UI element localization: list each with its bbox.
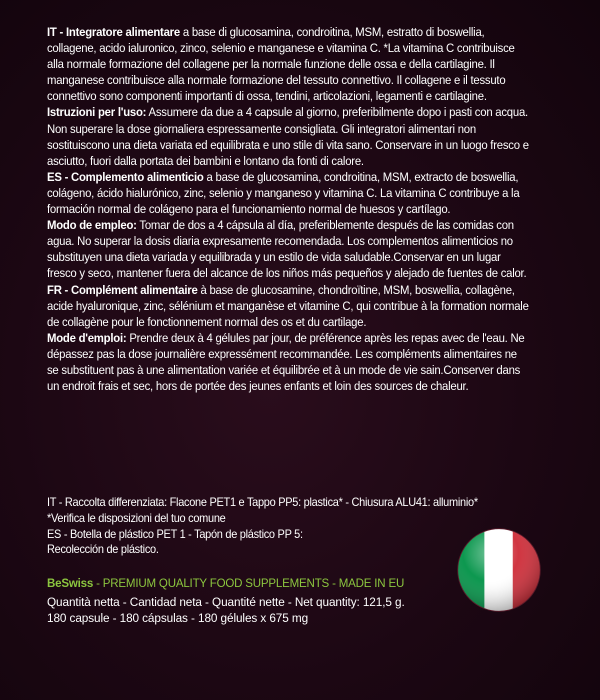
recycling-es-line: ES - Botella de plástico PET 1 - Tapón de plástico PP 5: [47,526,303,541]
fr-usage-body: Prendre deux à 4 gélules par jour, de préférence après les repas avec de l'eau. Ne dépassez pas la dose journalière expressément recommandée. Les compléments alimentaires ne se substituent pas à une alimentation variée et équilibrée et à un mode de vie sain.Conserver dans un endroit frais et sec, hors de portée des jeunes enfants et loin des sources de chaleur. [47,330,525,394]
es-usage-body: Tomar de dos a 4 cápsula al día, preferiblemente después de las comidas con agua. No superar la dosis diaria expresamente recomendada. Los complementos alimenticios no substituyen una dieta variada y equilibrada y un estilo de vida saludable.Conservar en un lugar fresco y seco, mantener fuera del alcance de los niños más pequeños y alejado de fuentes de calor. [47,218,527,281]
it-usage [47,104,531,168]
product-label-text [47,24,531,394]
it-body: a base di glucosamina, condroitina, MSM, estratto di boswellia, collagene, acido ialuronico, zinco, selenio e manganese e vitamina C. *La vitamina C contribuisce alla normale formazione del collagene per la normale funzione delle ossa e della cartilagine. Il manganese contribuisce alla normale formazione del tessuto connettivo. Il collagene e il tessuto connettivo sono componenti importanti di ossa, tendini, articolazioni, legamenti e cartilagine. [47,25,515,104]
fr-usage-heading: Mode d'emploi: [47,330,127,345]
es-usage [47,217,531,281]
net-quantity: Quantità netta - Cantidad neta - Quantité nette - Net quantity: 121,5 g. [47,595,405,609]
it-heading: IT - Integratore alimentare [47,25,180,39]
brand-tagline: - PREMIUM QUALITY FOOD SUPPLEMENTS - MADE IN EU [93,576,405,590]
es-usage-heading: Modo de empleo: [47,218,137,233]
fr-usage [47,330,531,394]
recycling-it-note: *Verifica le disposizioni del tuo comune [47,510,226,525]
italy-flag-icon [456,527,542,613]
recycling-es-note: Recolección de plástico. [47,542,159,557]
fr-heading: FR - Complément alimentaire [47,282,198,297]
it-description [47,24,531,104]
es-body: a base de glucosamina, condroitina, MSM, extracto de boswellia, colágeno, ácido hialurónico, zinc, selenio y manganeso y vitamina C. La vitamina C contribuye a la formación normal de colágeno para el funcionamiento normal de huesos y cartílago. [47,169,520,217]
es-heading: ES - Complemento alimenticio [47,169,204,184]
fr-description [47,282,531,330]
recycling-it-line: IT - Raccolta differenziata: Flacone PET1 e Tappo PP5: plastica* - Chiusura ALU41: alluminio* [47,495,478,509]
it-usage-body: Assumere da due a 4 capsule al giorno, preferibilmente dopo i pasti con acqua. Non superare la dose giornaliera espressamente consigliata. Gli integratori alimentari non sostituiscono una dieta variata ed equilibrata e uno stile di vita sano. Conservare in un luogo fresco e asciutto, fuori dalla portata dei bambini e lontano da fonti di calore. [47,105,529,168]
brand-name: BeSwiss [47,576,94,590]
it-usage-heading: Istruzioni per l'uso: [47,105,147,120]
es-description [47,169,531,217]
fr-body: à base de glucosamine, chondroïtine, MSM, boswellia, collagène, acide hyaluronique, zinc, sélénium et manganèse et vitamine C, qui contribue à la formation normale de collagène pour le fonctionnement normal des os et du cartilage. [47,282,529,329]
capsule-count: 180 capsule - 180 cápsulas - 180 gélules x 675 mg [47,611,309,626]
